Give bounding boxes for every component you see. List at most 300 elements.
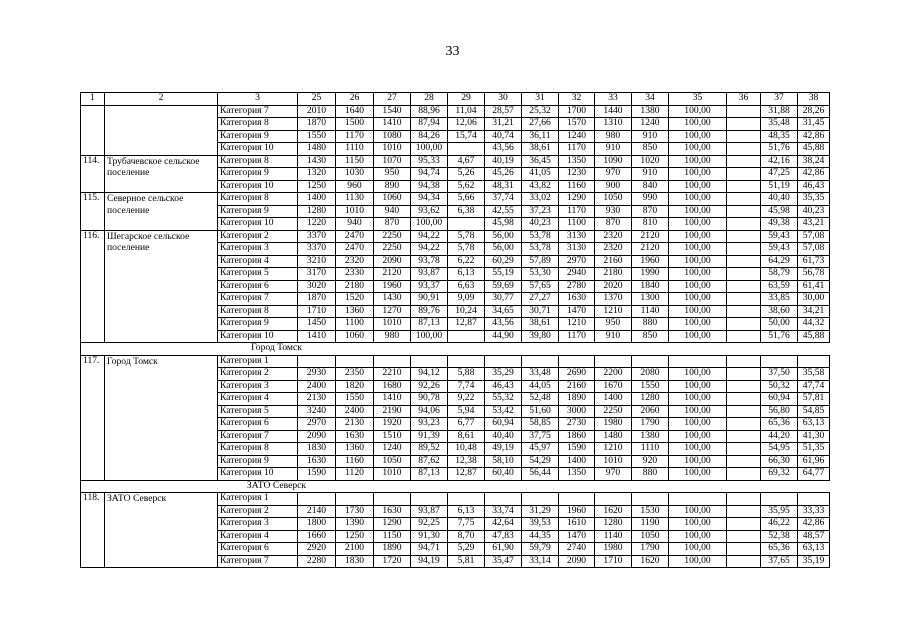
value-cell: 56,80	[761, 405, 798, 418]
value-cell: 52,48	[522, 393, 559, 406]
value-cell: 40,74	[485, 130, 522, 143]
value-cell: 1290	[559, 193, 595, 206]
value-cell: 100,00	[669, 455, 727, 468]
value-cell	[411, 493, 448, 506]
value-cell: 1070	[374, 155, 411, 168]
value-cell: 100,00	[669, 180, 727, 193]
value-cell: 890	[374, 180, 411, 193]
value-cell: 2020	[595, 280, 632, 293]
value-cell: 64,77	[798, 468, 830, 481]
value-cell: 34,21	[798, 305, 830, 318]
value-cell: 1170	[559, 143, 595, 156]
table-row	[81, 230, 830, 243]
header-cell: 1	[81, 93, 105, 106]
value-cell: 970	[595, 468, 632, 481]
value-cell: 2350	[336, 368, 374, 381]
value-cell	[727, 105, 761, 118]
value-cell: 33,02	[522, 193, 559, 206]
value-cell	[632, 493, 669, 506]
value-cell: 46,43	[485, 380, 522, 393]
value-cell: 1630	[559, 293, 595, 306]
value-cell: 1010	[374, 143, 411, 156]
value-cell: 43,56	[485, 318, 522, 331]
value-cell: 94,12	[411, 368, 448, 381]
value-cell: 100,00	[669, 555, 727, 568]
value-cell: 10,24	[448, 305, 485, 318]
value-cell: 2250	[374, 230, 411, 243]
header-cell: 38	[798, 93, 830, 106]
header-cell: 36	[727, 93, 761, 106]
value-cell: 94,38	[411, 180, 448, 193]
value-cell: 2130	[336, 418, 374, 431]
value-cell	[727, 493, 761, 506]
value-cell: 2130	[298, 393, 336, 406]
value-cell: 1400	[595, 393, 632, 406]
value-cell: 31,45	[798, 118, 830, 131]
value-cell	[727, 418, 761, 431]
value-cell: 5,78	[448, 230, 485, 243]
value-cell: 1410	[374, 118, 411, 131]
value-cell: 35,58	[798, 368, 830, 381]
value-cell: 27,66	[522, 118, 559, 131]
value-cell: 1700	[559, 105, 595, 118]
header-row	[81, 93, 830, 106]
value-cell	[727, 405, 761, 418]
value-cell: 1530	[632, 505, 669, 518]
value-cell: 1870	[298, 293, 336, 306]
value-cell: 40,23	[522, 218, 559, 231]
category-cell: Категория 10	[218, 143, 298, 156]
value-cell: 43,56	[485, 143, 522, 156]
value-cell: 1960	[374, 280, 411, 293]
value-cell: 54,95	[761, 443, 798, 456]
value-cell: 1980	[595, 418, 632, 431]
table-row	[81, 155, 830, 168]
value-cell: 1160	[559, 180, 595, 193]
category-cell: Категория 1	[218, 493, 298, 506]
value-cell	[798, 493, 830, 506]
value-cell: 2120	[632, 230, 669, 243]
value-cell: 42,64	[485, 518, 522, 531]
value-cell: 1120	[336, 468, 374, 481]
value-cell	[727, 143, 761, 156]
value-cell	[727, 430, 761, 443]
value-cell: 88,96	[411, 105, 448, 118]
value-cell: 100,00	[669, 518, 727, 531]
value-cell: 66,30	[761, 455, 798, 468]
value-cell: 12,87	[448, 318, 485, 331]
value-cell: 45,98	[485, 218, 522, 231]
value-cell: 61,41	[798, 280, 830, 293]
value-cell: 990	[632, 193, 669, 206]
value-cell: 1220	[298, 218, 336, 231]
value-cell: 900	[595, 180, 632, 193]
value-cell: 100,00	[669, 155, 727, 168]
value-cell: 94,71	[411, 543, 448, 556]
value-cell: 1550	[298, 130, 336, 143]
value-cell: 840	[632, 180, 669, 193]
value-cell: 12,06	[448, 118, 485, 131]
value-cell: 64,29	[761, 255, 798, 268]
value-cell: 1710	[595, 555, 632, 568]
category-cell: Категория 9	[218, 455, 298, 468]
category-cell: Категория 3	[218, 380, 298, 393]
value-cell: 1140	[595, 530, 632, 543]
section-title: ЗАТО Северск	[218, 480, 336, 493]
value-cell	[727, 455, 761, 468]
value-cell: 2970	[298, 418, 336, 431]
value-cell: 2120	[632, 243, 669, 256]
value-cell: 63,13	[798, 543, 830, 556]
value-cell: 93,87	[411, 505, 448, 518]
value-cell: 31,29	[522, 505, 559, 518]
value-cell: 1190	[632, 518, 669, 531]
value-cell	[727, 293, 761, 306]
value-cell	[448, 143, 485, 156]
value-cell: 47,74	[798, 380, 830, 393]
value-cell: 33,74	[485, 505, 522, 518]
value-cell: 9,09	[448, 293, 485, 306]
value-cell: 2470	[336, 230, 374, 243]
value-cell: 3000	[559, 405, 595, 418]
value-cell: 61,96	[798, 455, 830, 468]
value-cell: 5,81	[448, 555, 485, 568]
section-blank	[81, 343, 218, 356]
value-cell: 1140	[632, 305, 669, 318]
header-cell: 27	[374, 93, 411, 106]
value-cell: 30,71	[522, 305, 559, 318]
value-cell: 1920	[374, 418, 411, 431]
value-cell: 870	[374, 218, 411, 231]
value-cell: 2940	[559, 268, 595, 281]
value-cell: 3130	[559, 230, 595, 243]
value-cell: 3370	[298, 243, 336, 256]
value-cell: 1960	[632, 255, 669, 268]
value-cell	[727, 205, 761, 218]
value-cell: 7,75	[448, 518, 485, 531]
value-cell: 5,29	[448, 543, 485, 556]
table-row	[81, 355, 830, 368]
value-cell: 60,94	[761, 393, 798, 406]
value-cell: 2250	[374, 243, 411, 256]
value-cell: 1390	[336, 518, 374, 531]
entity-index: 118.	[81, 493, 105, 568]
section-title: Город Томск	[218, 343, 336, 356]
value-cell: 940	[336, 218, 374, 231]
value-cell	[761, 355, 798, 368]
value-cell: 2320	[336, 255, 374, 268]
section-blank	[81, 480, 218, 493]
value-cell: 49,38	[761, 218, 798, 231]
value-cell: 1480	[595, 430, 632, 443]
value-cell: 53,42	[485, 405, 522, 418]
value-cell: 1640	[336, 105, 374, 118]
value-cell: 39,80	[522, 330, 559, 343]
category-cell: Категория 3	[218, 243, 298, 256]
value-cell: 1820	[336, 380, 374, 393]
value-cell	[727, 380, 761, 393]
value-cell: 1310	[595, 118, 632, 131]
category-cell: Категория 4	[218, 530, 298, 543]
value-cell	[727, 193, 761, 206]
value-cell: 45,26	[485, 168, 522, 181]
value-cell: 90,78	[411, 393, 448, 406]
header-cell: 34	[632, 93, 669, 106]
value-cell	[374, 355, 411, 368]
value-cell: 1080	[374, 130, 411, 143]
value-cell: 1050	[632, 530, 669, 543]
value-cell: 1020	[632, 155, 669, 168]
category-cell: Категория 1	[218, 355, 298, 368]
value-cell	[669, 355, 727, 368]
value-cell: 33,85	[761, 293, 798, 306]
value-cell: 1510	[374, 430, 411, 443]
value-cell: 1060	[374, 193, 411, 206]
value-cell: 57,81	[798, 393, 830, 406]
value-cell: 37,65	[761, 555, 798, 568]
value-cell: 5,88	[448, 368, 485, 381]
header-cell: 32	[559, 93, 595, 106]
header-cell: 35	[669, 93, 727, 106]
value-cell: 47,25	[761, 168, 798, 181]
value-cell: 100,00	[669, 130, 727, 143]
value-cell: 2090	[559, 555, 595, 568]
value-cell: 1440	[595, 105, 632, 118]
value-cell: 54,29	[522, 455, 559, 468]
data-table	[80, 92, 830, 568]
value-cell: 1520	[336, 293, 374, 306]
value-cell: 1300	[632, 293, 669, 306]
value-cell: 1550	[632, 380, 669, 393]
value-cell: 56,44	[522, 468, 559, 481]
value-cell: 980	[595, 130, 632, 143]
value-cell: 1110	[632, 443, 669, 456]
value-cell: 2140	[298, 505, 336, 518]
value-cell: 880	[632, 468, 669, 481]
value-cell: 1840	[632, 280, 669, 293]
value-cell: 57,89	[522, 255, 559, 268]
value-cell: 2200	[595, 368, 632, 381]
table-row	[81, 193, 830, 206]
value-cell: 37,23	[522, 205, 559, 218]
value-cell: 100,00	[669, 105, 727, 118]
value-cell: 54,85	[798, 405, 830, 418]
value-cell: 1170	[559, 205, 595, 218]
value-cell: 1860	[559, 430, 595, 443]
value-cell: 28,26	[798, 105, 830, 118]
value-cell: 87,13	[411, 318, 448, 331]
value-cell: 93,62	[411, 205, 448, 218]
value-cell: 2690	[559, 368, 595, 381]
value-cell: 84,26	[411, 130, 448, 143]
value-cell: 100,00	[669, 205, 727, 218]
value-cell: 100,00	[669, 468, 727, 481]
value-cell: 930	[595, 205, 632, 218]
value-cell: 36,11	[522, 130, 559, 143]
value-cell: 2250	[595, 405, 632, 418]
category-cell: Категория 9	[218, 130, 298, 143]
value-cell: 35,47	[485, 555, 522, 568]
category-cell: Категория 4	[218, 393, 298, 406]
value-cell: 940	[374, 205, 411, 218]
value-cell: 40,23	[798, 205, 830, 218]
value-cell: 1720	[374, 555, 411, 568]
value-cell	[411, 355, 448, 368]
value-cell: 1680	[374, 380, 411, 393]
section-rest	[336, 480, 830, 493]
value-cell: 2470	[336, 243, 374, 256]
value-cell: 89,76	[411, 305, 448, 318]
value-cell: 100,00	[411, 330, 448, 343]
value-cell: 65,36	[761, 543, 798, 556]
value-cell: 2330	[336, 268, 374, 281]
value-cell: 1590	[298, 468, 336, 481]
value-cell: 53,30	[522, 268, 559, 281]
value-cell	[727, 168, 761, 181]
value-cell: 1430	[374, 293, 411, 306]
value-cell: 44,32	[798, 318, 830, 331]
value-cell: 100,00	[669, 243, 727, 256]
value-cell: 920	[632, 455, 669, 468]
page-number: 33	[445, 44, 460, 59]
value-cell: 1480	[298, 143, 336, 156]
category-cell: Категория 6	[218, 543, 298, 556]
entity-name: Трубачевское сельское поселение	[105, 155, 218, 193]
value-cell: 2060	[632, 405, 669, 418]
value-cell: 59,79	[522, 543, 559, 556]
value-cell: 1210	[595, 305, 632, 318]
value-cell: 1240	[374, 443, 411, 456]
value-cell: 1210	[595, 443, 632, 456]
value-cell: 6,13	[448, 505, 485, 518]
value-cell: 60,29	[485, 255, 522, 268]
value-cell: 6,77	[448, 418, 485, 431]
category-cell: Категория 9	[218, 205, 298, 218]
value-cell: 56,00	[485, 230, 522, 243]
value-cell: 1280	[632, 393, 669, 406]
value-cell: 57,08	[798, 243, 830, 256]
value-cell: 40,19	[485, 155, 522, 168]
value-cell: 1380	[632, 105, 669, 118]
value-cell: 100,00	[669, 405, 727, 418]
value-cell: 100,00	[669, 505, 727, 518]
value-cell: 51,35	[798, 443, 830, 456]
category-cell: Категория 10	[218, 218, 298, 231]
value-cell: 92,25	[411, 518, 448, 531]
entity-index: 117.	[81, 355, 105, 480]
value-cell: 38,61	[522, 143, 559, 156]
value-cell: 94,22	[411, 243, 448, 256]
category-cell: Категория 4	[218, 255, 298, 268]
category-cell: Категория 2	[218, 505, 298, 518]
value-cell: 850	[632, 143, 669, 156]
value-cell: 36,45	[522, 155, 559, 168]
value-cell: 57,65	[522, 280, 559, 293]
value-cell: 850	[632, 330, 669, 343]
value-cell: 1350	[559, 155, 595, 168]
value-cell: 60,40	[485, 468, 522, 481]
value-cell: 5,94	[448, 405, 485, 418]
value-cell: 3170	[298, 268, 336, 281]
value-cell: 1450	[298, 318, 336, 331]
value-cell: 1320	[298, 168, 336, 181]
value-cell: 34,65	[485, 305, 522, 318]
header-cell: 26	[336, 93, 374, 106]
value-cell: 59,43	[761, 243, 798, 256]
value-cell: 1240	[632, 118, 669, 131]
value-cell: 61,90	[485, 543, 522, 556]
value-cell	[727, 280, 761, 293]
value-cell: 870	[595, 218, 632, 231]
value-cell: 1100	[559, 218, 595, 231]
value-cell: 59,43	[761, 230, 798, 243]
value-cell: 1400	[559, 455, 595, 468]
entity-index: 114.	[81, 155, 105, 193]
value-cell: 6,22	[448, 255, 485, 268]
value-cell	[727, 543, 761, 556]
value-cell: 1030	[336, 168, 374, 181]
entity-index: 115.	[81, 193, 105, 231]
value-cell: 950	[595, 318, 632, 331]
value-cell: 2930	[298, 368, 336, 381]
value-cell: 33,14	[522, 555, 559, 568]
value-cell: 50,32	[761, 380, 798, 393]
value-cell: 1960	[559, 505, 595, 518]
value-cell: 93,37	[411, 280, 448, 293]
value-cell	[727, 130, 761, 143]
value-cell: 91,39	[411, 430, 448, 443]
category-cell: Категория 6	[218, 280, 298, 293]
value-cell: 1150	[374, 530, 411, 543]
value-cell: 52,38	[761, 530, 798, 543]
value-cell: 950	[374, 168, 411, 181]
category-cell: Категория 8	[218, 443, 298, 456]
header-cell: 25	[298, 93, 336, 106]
value-cell: 38,60	[761, 305, 798, 318]
value-cell: 1800	[298, 518, 336, 531]
value-cell: 35,35	[798, 193, 830, 206]
value-cell: 87,94	[411, 118, 448, 131]
value-cell: 3020	[298, 280, 336, 293]
value-cell: 27,27	[522, 293, 559, 306]
value-cell: 37,75	[522, 430, 559, 443]
value-cell: 2320	[595, 243, 632, 256]
value-cell	[727, 530, 761, 543]
value-cell: 59,69	[485, 280, 522, 293]
value-cell: 1010	[595, 455, 632, 468]
entity-index	[81, 105, 105, 155]
value-cell: 1270	[374, 305, 411, 318]
category-cell: Категория 10	[218, 468, 298, 481]
value-cell: 51,19	[761, 180, 798, 193]
value-cell: 1110	[336, 143, 374, 156]
value-cell: 6,63	[448, 280, 485, 293]
category-cell: Категория 8	[218, 305, 298, 318]
value-cell: 5,62	[448, 180, 485, 193]
value-cell: 1610	[559, 518, 595, 531]
value-cell	[448, 493, 485, 506]
value-cell: 100,00	[669, 230, 727, 243]
value-cell: 2970	[559, 255, 595, 268]
value-cell: 1160	[336, 455, 374, 468]
value-cell: 11,04	[448, 105, 485, 118]
value-cell	[727, 555, 761, 568]
value-cell: 1710	[298, 305, 336, 318]
value-cell: 53,78	[522, 243, 559, 256]
value-cell: 93,78	[411, 255, 448, 268]
value-cell: 1830	[298, 443, 336, 456]
value-cell	[761, 493, 798, 506]
